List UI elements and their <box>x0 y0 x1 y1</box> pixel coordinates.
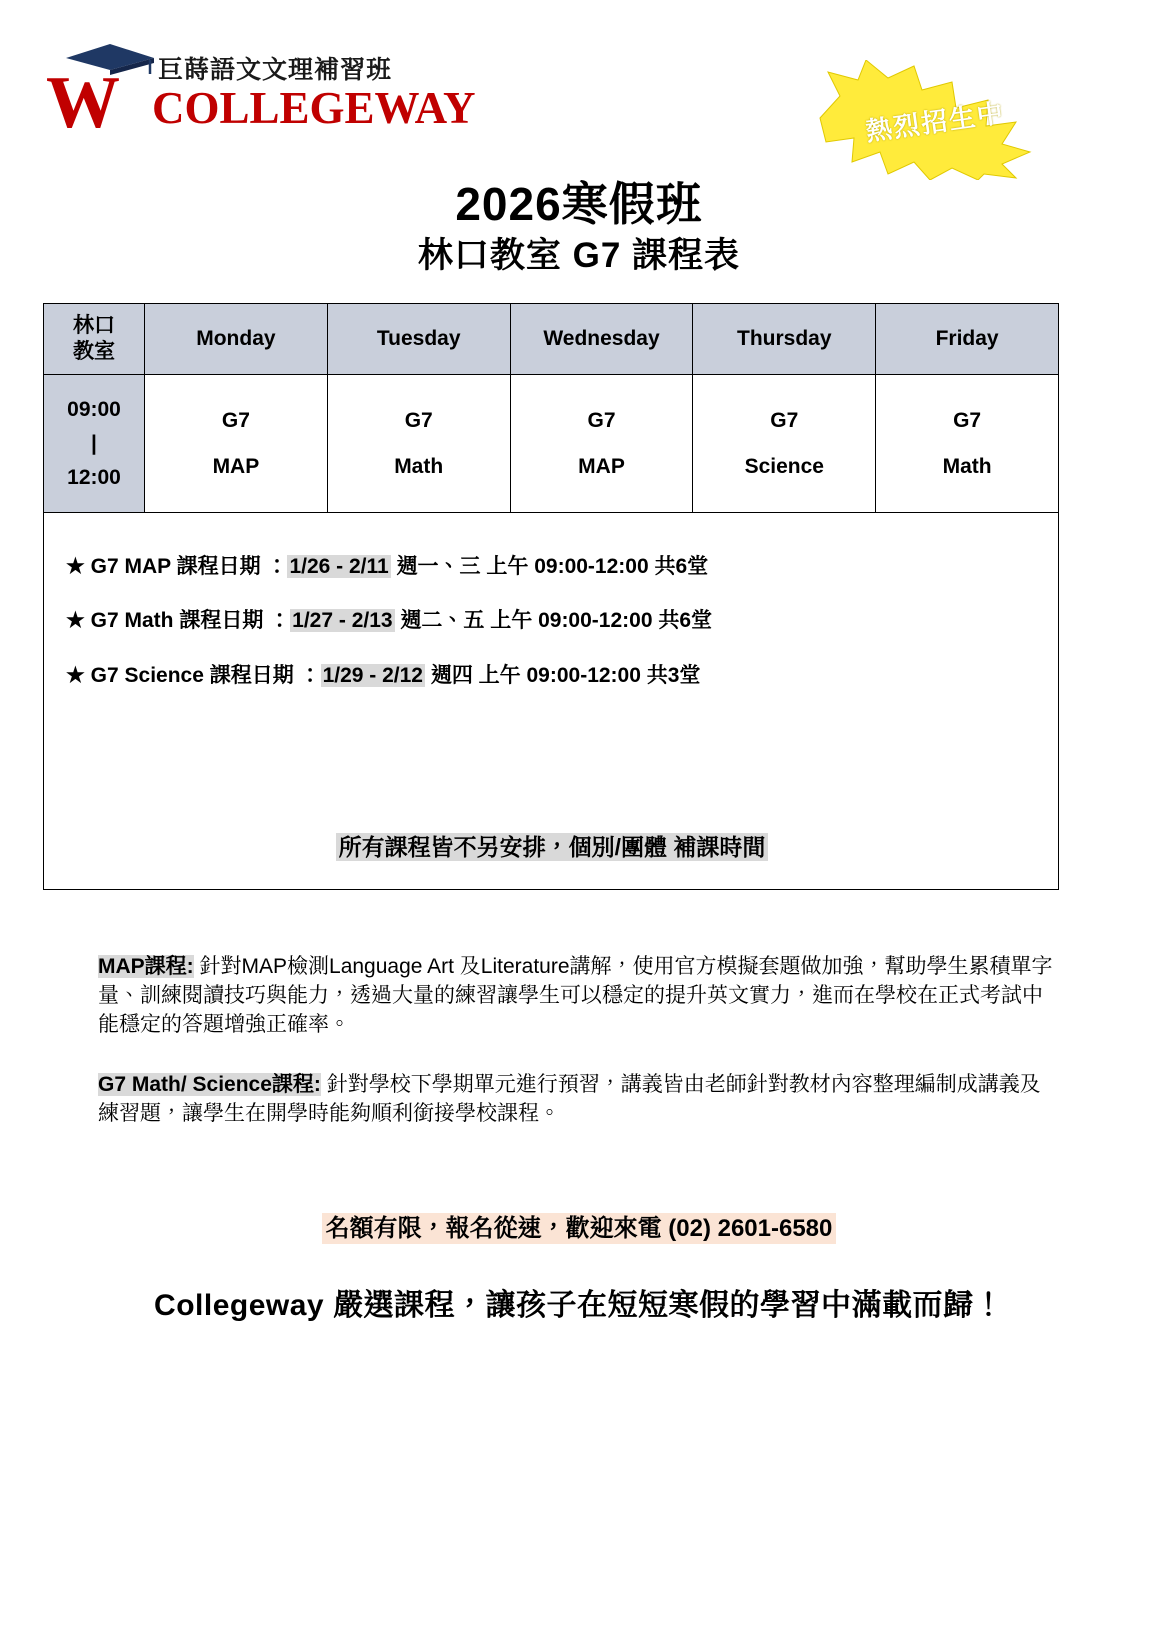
contact-cta-text: 名額有限，報名從速，歡迎來電 (02) 2601-6580 <box>322 1213 837 1244</box>
course-cell-thursday <box>693 375 876 513</box>
note-science-schedule <box>66 659 700 689</box>
page-subtitle: 林口教室 G7 課程表 <box>417 236 741 275</box>
logo-monogram: W <box>46 62 118 144</box>
brand-logo <box>40 44 476 144</box>
day-header-friday: Friday <box>876 304 1059 375</box>
page-header <box>0 0 1158 180</box>
day-header-wednesday: Wednesday <box>510 304 693 375</box>
time-slot-cell <box>44 375 145 513</box>
course-grade: G7 <box>770 408 799 432</box>
course-grade: G7 <box>587 408 616 432</box>
note-map-prefix: ★ G7 MAP 課程日期 ： <box>66 555 288 578</box>
note-math-schedule <box>66 604 712 634</box>
description-map-course <box>98 952 1060 1039</box>
course-cell-monday <box>145 375 328 513</box>
corner-label-line2: 教室 <box>73 340 115 363</box>
course-cell-friday <box>876 375 1059 513</box>
enrollment-starburst-badge <box>810 60 1060 180</box>
note-science-dates: 1/29 - 2/12 <box>322 664 423 687</box>
timetable-corner-header <box>44 304 145 375</box>
description-math-text: 針對學校下學期單元進行預習，講義皆由老師針對教材內容整理編制成講義及練習題，讓學生在開學時能夠順利銜接學校課程。 <box>98 1073 1041 1125</box>
day-header-thursday: Thursday <box>693 304 876 375</box>
description-math-label: G7 Math/ Science課程: <box>98 1073 321 1096</box>
course-grade: G7 <box>404 408 433 432</box>
course-grade: G7 <box>221 408 250 432</box>
course-subject: Science <box>744 454 824 478</box>
corner-label-line1: 林口 <box>73 314 115 337</box>
description-map-label: MAP課程: <box>98 955 194 978</box>
badge-label: 熱烈招生中 <box>863 96 1007 147</box>
course-cell-wednesday <box>510 375 693 513</box>
time-slot-end: 12:00 <box>67 465 121 489</box>
description-map-text: 針對MAP檢測Language Art 及Literature講解，使用官方模擬套題做加強，幫助學生累積單字量、訓練閱讀技巧與能力，透過大量的練習讓學生可以穩定的提升英文實力，進而在學校在正式考試中能穩定的答題增強正確率。 <box>98 955 1053 1036</box>
note-math-dates: 1/27 - 2/13 <box>292 609 393 632</box>
time-slot-start: 09:00 <box>67 397 121 421</box>
brand-chinese-name: 巨蒔語文文理補習班 <box>158 56 393 84</box>
description-math-science-course <box>98 1070 1060 1128</box>
timetable-row <box>44 375 1059 513</box>
day-header-tuesday: Tuesday <box>327 304 510 375</box>
course-subject: MAP <box>578 454 625 478</box>
notes-panel <box>43 512 1059 890</box>
note-map-schedule <box>66 550 708 580</box>
note-makeup-policy-text: 所有課程皆不另安排，個別/團體 補課時間 <box>336 833 769 861</box>
day-header-monday: Monday <box>145 304 328 375</box>
note-science-prefix: ★ G7 Science 課程日期 ： <box>66 664 321 687</box>
contact-cta <box>0 1208 1158 1243</box>
note-math-suffix: 週二、五 上午 09:00-12:00 共6堂 <box>394 609 713 632</box>
course-subject: Math <box>394 454 444 478</box>
note-science-suffix: 週四 上午 09:00-12:00 共3堂 <box>424 664 701 687</box>
brand-english-name: COLLEGEWAY <box>152 83 476 133</box>
time-slot-separator: | <box>91 431 97 455</box>
closing-statement: Collegeway 嚴選課程，讓孩子在短短寒假的學習中滿載而歸！ <box>154 1289 1004 1322</box>
page-title: 2026寒假班 <box>455 178 703 230</box>
course-cell-tuesday <box>327 375 510 513</box>
course-grade: G7 <box>953 408 982 432</box>
timetable <box>43 303 1059 513</box>
note-makeup-policy <box>44 829 1060 862</box>
course-subject: MAP <box>212 454 260 478</box>
course-subject: Math <box>942 454 992 478</box>
note-map-suffix: 週一、三 上午 09:00-12:00 共6堂 <box>390 555 709 578</box>
note-map-dates: 1/26 - 2/11 <box>289 555 389 578</box>
note-math-prefix: ★ G7 Math 課程日期 ： <box>66 609 291 632</box>
timetable-header-row <box>44 304 1059 375</box>
